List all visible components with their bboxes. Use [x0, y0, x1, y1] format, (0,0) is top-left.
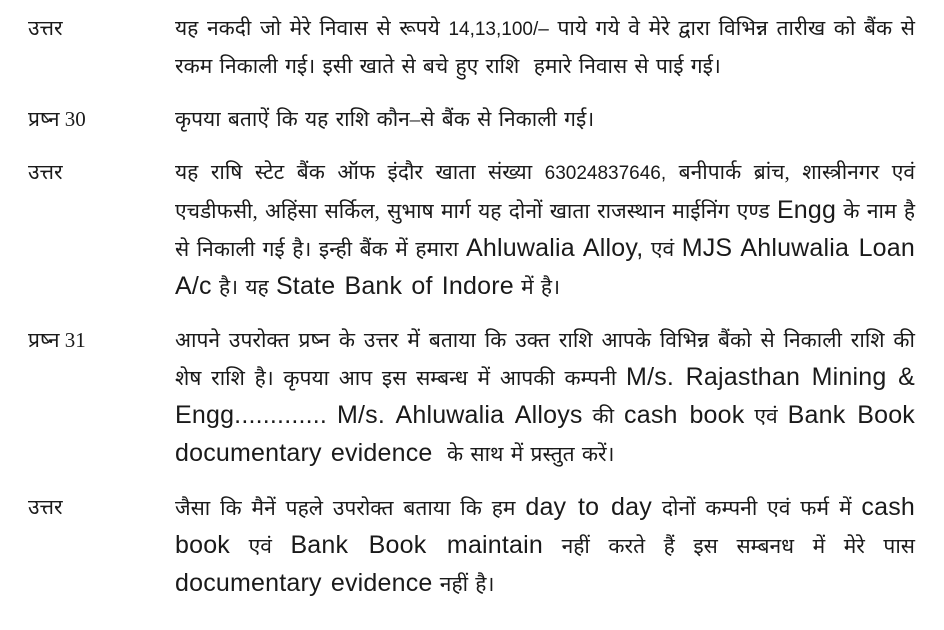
answer-text [175, 154, 923, 306]
latin-text-segment: cash book [624, 401, 745, 429]
answer-label: उत्तर [28, 495, 63, 519]
answer-label: उत्तर [28, 160, 63, 184]
latin-text-segment: MJS Ahluwalia Loan A/c [175, 234, 923, 300]
hindi-text-segment: दोनों कम्पनी एवं फर्म में [651, 496, 862, 520]
latin-text-segment: Ahluwalia Alloy, [466, 234, 644, 262]
latin-text-segment: M/s. Rajasthan Mining & Engg............. [175, 363, 925, 429]
latin-text-segment: State Bank of Indore [275, 272, 514, 300]
qa-row-answer-29 [28, 10, 923, 85]
hindi-text-segment: एवं [643, 237, 682, 261]
hindi-text-segment: एवं [230, 534, 291, 558]
qa-row-question-31 [28, 322, 925, 473]
question-label: प्रष्न 30 [28, 107, 86, 131]
latin-text-segment: Bank Book maintain [290, 531, 544, 559]
hindi-text-segment: नहीं है। [432, 572, 495, 596]
hindi-text-segment: नहीं करते हैं इस सम्बनध में मेरे पास [543, 534, 923, 558]
answer-text [175, 489, 925, 603]
latin-text-segment: cash book [175, 493, 925, 559]
hindi-text-segment [327, 404, 337, 428]
latin-text-segment: documentary evidence [175, 569, 433, 597]
answer-text [175, 10, 923, 85]
latin-text-segment: 14,13,100/– [448, 19, 549, 40]
qa-row-answer-31 [28, 489, 925, 603]
latin-text-segment: 63024837646, [544, 163, 667, 184]
hindi-text-segment: आपने उपरोक्त प्रष्न के उत्तर में बताया कि उक्त राशि आपके विभिन्न बैंको से निकाली राशि की शेष राशि है। कृपया आप इस सम्बन्ध में आपकी कम्पनी [175, 328, 923, 390]
hindi-text-segment: बनीपार्क ब्रांच, शास्त्रीनगर एवं एचडीफसी, अहिंसा सर्किल, सुभाष मार्ग यह दोनों खाता राजस्थान माईनिंग एण्ड [175, 160, 923, 223]
hindi-text-segment: कृपया बताऐं कि यह राशि कौन–से बैंक से निकाली गई। [175, 107, 595, 131]
latin-text-segment: day to day [525, 493, 652, 521]
hindi-text-segment: में है। [513, 275, 561, 299]
latin-text-segment: Bank Book documentary evidence [175, 401, 925, 467]
question-text [175, 101, 915, 138]
hindi-text-segment: है। यह [211, 275, 276, 299]
hindi-text-segment: पाये गये वे मेरे द्वारा विभिन्न तारीख को बैंक से रकम निकाली गई। इसी खाते से बचे हुए राशि हमारे निवास से पाई गई। [175, 16, 923, 78]
qa-row-answer-30 [28, 154, 923, 306]
hindi-text-segment: के साथ में प्रस्तुत करें। [432, 442, 615, 466]
hindi-text-segment: यह राषि स्टेट बैंक ऑफ इंदौर खाता संख्या [175, 160, 545, 184]
question-text [175, 322, 925, 473]
answer-label: उत्तर [28, 16, 63, 40]
qa-row-question-30 [28, 101, 915, 138]
hindi-text-segment: एवं [744, 404, 788, 428]
hindi-text-segment: यह नकदी जो मेरे निवास से रूपये [175, 16, 449, 40]
latin-text-segment: Engg [776, 196, 837, 224]
hindi-text-segment: जैसा कि मैनें पहले उपरोक्त बताया कि हम [175, 496, 526, 520]
hindi-text-segment: के नाम है से निकाली गई है। इन्ही बैंक में हमारा [175, 199, 923, 261]
hindi-text-segment: की [582, 404, 625, 428]
question-label: प्रष्न 31 [28, 328, 86, 352]
latin-text-segment: M/s. Ahluwalia Alloys [337, 401, 583, 429]
